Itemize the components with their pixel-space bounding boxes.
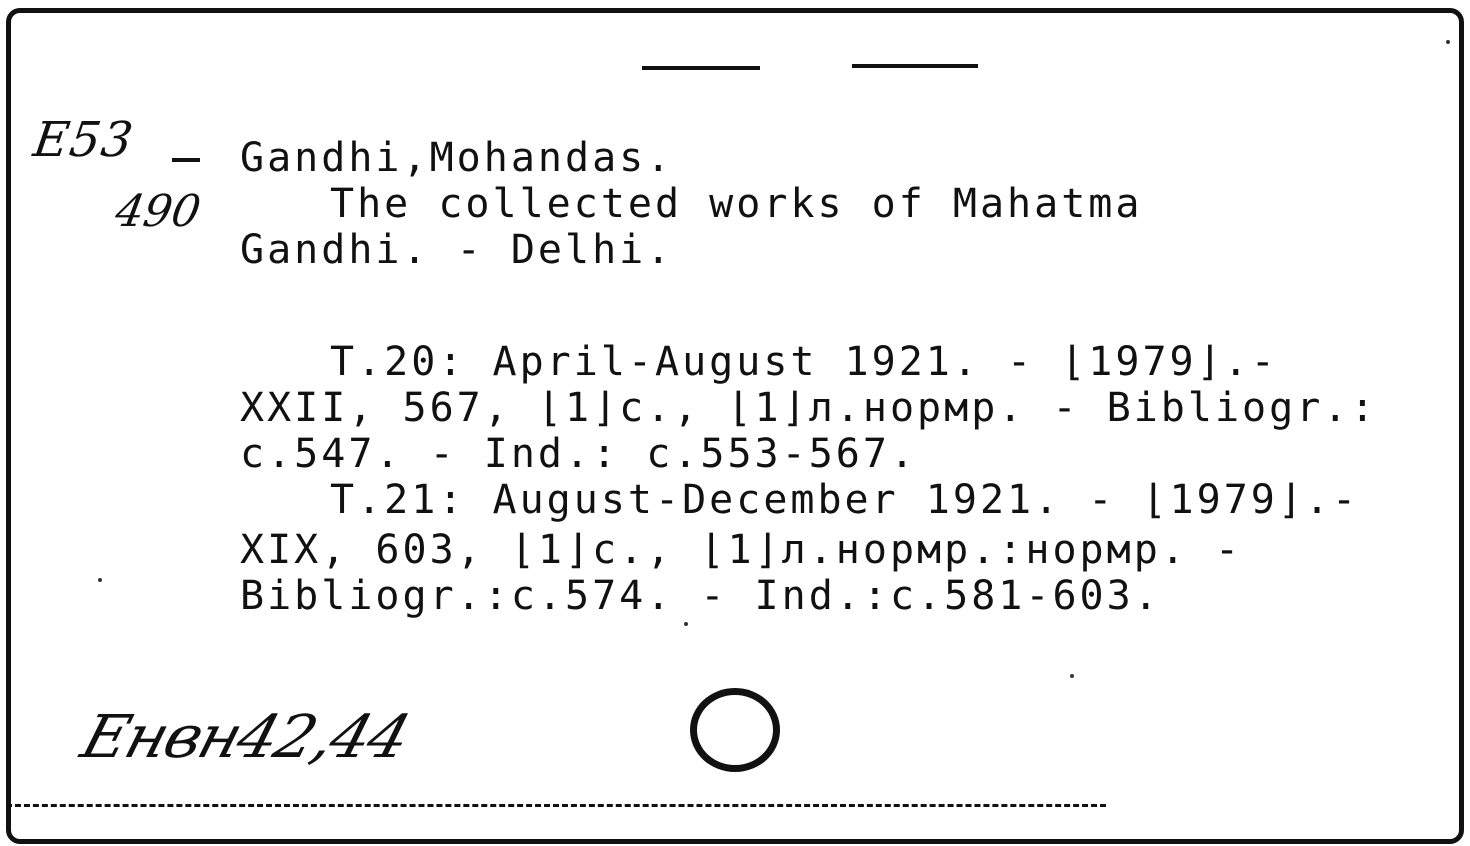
author-heading: Gandhi,Mohandas. [240, 135, 674, 181]
speck [684, 622, 688, 626]
top-rule-right [852, 64, 978, 68]
title-line-1: The collected works of Mahatma [330, 181, 1143, 227]
speck [1070, 674, 1074, 678]
speck [1446, 40, 1450, 44]
inventory-note: Енвн42,44 [74, 701, 417, 772]
volume-20-line-1: T.20: April-August 1921. - ⌊1979⌋.- [330, 339, 1278, 385]
punch-hole [690, 688, 780, 772]
title-line-2: Gandhi. - Delhi. [240, 227, 674, 273]
volume-21-line-3: Bibliogr.:c.574. - Ind.:c.581-603. [240, 573, 1161, 619]
volume-21-line-2: XIX, 603, ⌊1⌋c., ⌊1⌋л.нормр.:нормр. - [240, 527, 1243, 573]
speck [98, 578, 102, 582]
top-rule-left [642, 66, 760, 70]
call-number-line-1: E53 [30, 112, 138, 168]
call-number-dash [172, 158, 200, 162]
volume-21-line-1: T.21: August-December 1921. - ⌊1979⌋.- [330, 477, 1360, 523]
call-number-line-2: 490 [111, 186, 205, 237]
volume-20-line-3: c.547. - Ind.: c.553-567. [240, 431, 918, 477]
volume-20-line-2: XXII, 567, ⌊1⌋c., ⌊1⌋л.нормр. - Bibliogr.: [240, 385, 1378, 431]
bottom-rule [6, 804, 1106, 807]
